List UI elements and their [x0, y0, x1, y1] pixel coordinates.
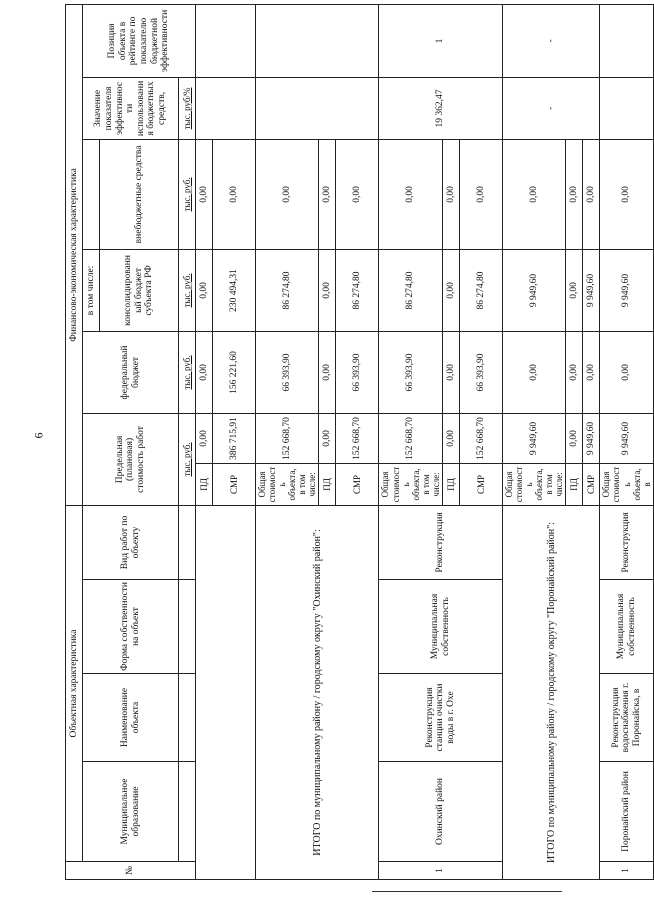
obj1-efficiency: 19 362,47	[379, 77, 502, 139]
cell-value: 386 715,91	[213, 413, 256, 463]
total-poronaysk-rating: -	[502, 4, 599, 77]
cell-value: 0,00	[566, 331, 583, 413]
header-ownership: Форма собственности на объект	[83, 580, 179, 674]
cell-value: 66 393,90	[336, 331, 379, 413]
cell-label: СМР	[459, 463, 502, 505]
table-row-object	[379, 4, 442, 879]
cell-value: 9 949,60	[583, 249, 600, 331]
obj1-municipality: Охинский район	[379, 762, 502, 862]
total-okha-label: ИТОГО по муниципальному району / городскому округу "Охинский район":	[256, 505, 379, 879]
cell-value: 0,00	[196, 413, 213, 463]
obj1-name: Реконструкция станции очистки воды в г. Охе	[379, 674, 502, 762]
cell-label: Общая стоимость объекта, в	[600, 463, 653, 505]
header-object-characteristics: Объектная характеристика	[66, 505, 83, 861]
block-a-eff	[196, 77, 256, 139]
obj2-ownership: Муниципальная собственность	[600, 580, 653, 674]
obj1-work-type: Реконструкция	[379, 505, 502, 579]
cell-value: 152 668,70	[379, 413, 442, 463]
obj2-num: 1	[600, 862, 653, 880]
cell-value: 0,00	[256, 139, 319, 249]
block-a-blank	[196, 505, 256, 879]
footer-rule	[372, 891, 562, 892]
cell-value: 66 393,90	[379, 331, 442, 413]
block-a-rating	[196, 4, 256, 77]
total-okha-eff	[256, 77, 379, 139]
unit-federal: тыс. руб.	[179, 331, 196, 413]
cell-value: 0,00	[379, 139, 442, 249]
header-municipality: Муниципальное образование	[83, 762, 179, 862]
obj2-efficiency	[600, 77, 653, 139]
cell-value: 86 274,80	[336, 249, 379, 331]
cell-value: 0,00	[442, 249, 459, 331]
cell-value: 152 668,70	[256, 413, 319, 463]
cell-value: 66 393,90	[256, 331, 319, 413]
cell-value: 156 221,60	[213, 331, 256, 413]
cell-value: 0,00	[583, 331, 600, 413]
units-blank-2	[179, 674, 196, 762]
cell-value: 0,00	[600, 331, 653, 413]
obj1-rating: 1	[379, 4, 502, 77]
header-financial-characteristics: Финансово-экономическая характеристика	[66, 4, 83, 505]
header-federal: федеральный бюджет	[83, 331, 179, 413]
cell-label: ПД	[566, 463, 583, 505]
cell-value: 0,00	[336, 139, 379, 249]
unit-extrabudget: тыс. руб.	[179, 139, 196, 249]
cell-value: 0,00	[213, 139, 256, 249]
header-efficiency: Значение показателя эффективности использования бюджетных средств,	[83, 77, 179, 139]
cell-value: 0,00	[196, 331, 213, 413]
cell-value: 0,00	[442, 139, 459, 249]
unit-efficiency: тыс. руб/%	[179, 77, 196, 139]
page-number: 6	[31, 432, 46, 439]
cell-value: 66 393,90	[459, 331, 502, 413]
header-including: в том числе:	[83, 249, 100, 331]
cell-label: Общая стоимость объекта, в том числе:	[379, 463, 442, 505]
table-row-total	[256, 4, 319, 879]
cell-value: 0,00	[319, 413, 336, 463]
total-okha-rating	[256, 4, 379, 77]
header-num: №	[66, 862, 196, 880]
cell-value: 9 949,60	[502, 413, 565, 463]
obj2-work-type: Реконструкция	[600, 505, 653, 579]
total-poronaysk-eff: -	[502, 77, 599, 139]
cell-value: 0,00	[196, 249, 213, 331]
cell-value: 86 274,80	[256, 249, 319, 331]
cell-value: 0,00	[502, 331, 565, 413]
header-work-type: Вид работ по объекту	[83, 505, 179, 579]
obj2-municipality: Поронайский район	[600, 762, 653, 862]
cell-value: 0,00	[319, 249, 336, 331]
cell-value: 0,00	[459, 139, 502, 249]
obj1-num: 1	[379, 862, 502, 880]
obj1-ownership: Муниципальная собственность	[379, 580, 502, 674]
header-row-units	[179, 4, 196, 879]
cell-value: 0,00	[566, 139, 583, 249]
header-extrabudget: внебюджетные средства	[100, 139, 179, 249]
cell-value: 0,00	[319, 139, 336, 249]
cell-value: 9 949,60	[600, 413, 653, 463]
rotated-table-wrapper	[65, 4, 654, 880]
obj2-rating	[600, 4, 653, 77]
units-blank-3	[179, 580, 196, 674]
table-row-object	[600, 4, 653, 879]
cell-label: ПД	[196, 463, 213, 505]
header-blank	[83, 139, 100, 249]
cell-label: ПД	[319, 463, 336, 505]
cell-value: 0,00	[583, 139, 600, 249]
cell-value: 230 494,31	[213, 249, 256, 331]
cell-value: 0,00	[600, 139, 653, 249]
cell-label: Общая стоимость объекта, в том числе:	[256, 463, 319, 505]
cell-value: 0,00	[319, 331, 336, 413]
cell-value: 9 949,60	[502, 249, 565, 331]
table-row-total	[502, 4, 565, 879]
cell-label: СМР	[213, 463, 256, 505]
cell-value: 0,00	[442, 413, 459, 463]
cell-value: 9 949,60	[583, 413, 600, 463]
header-rating: Позиция объекта в рейтинге по показателю бюджетной эффективности	[83, 4, 196, 77]
cell-value: 0,00	[566, 249, 583, 331]
unit-cost: тыс. руб.	[179, 413, 196, 505]
header-object-name: Наименование объекта	[83, 674, 179, 762]
cell-value: 152 668,70	[336, 413, 379, 463]
object-finance-table	[65, 4, 654, 880]
header-max-cost: Предельная (плановая) стоимость работ	[83, 413, 179, 505]
units-blank-1	[179, 762, 196, 862]
table-row	[196, 4, 213, 879]
units-blank-4	[179, 505, 196, 579]
cell-value: 0,00	[566, 413, 583, 463]
total-poronaysk-label: ИТОГО по муниципальному району / городскому округу "Поронайский район":	[502, 505, 599, 879]
cell-value: 9 949,60	[600, 249, 653, 331]
cell-label: СМР	[336, 463, 379, 505]
header-consolidated: консолидированный бюджет субъекта РФ	[100, 249, 179, 331]
cell-label: СМР	[583, 463, 600, 505]
header-row-groups	[66, 4, 83, 879]
header-row-including	[83, 4, 100, 879]
cell-label: Общая стоимость объекта, в том числе:	[502, 463, 565, 505]
unit-consolidated: тыс. руб.	[179, 249, 196, 331]
cell-value: 0,00	[196, 139, 213, 249]
cell-label: ПД	[442, 463, 459, 505]
cell-value: 0,00	[502, 139, 565, 249]
obj2-name: Реконструкция водоснабжения г. Поронайска, в	[600, 674, 653, 762]
cell-value: 0,00	[442, 331, 459, 413]
cell-value: 152 668,70	[459, 413, 502, 463]
cell-value: 86 274,80	[459, 249, 502, 331]
cell-value: 86 274,80	[379, 249, 442, 331]
